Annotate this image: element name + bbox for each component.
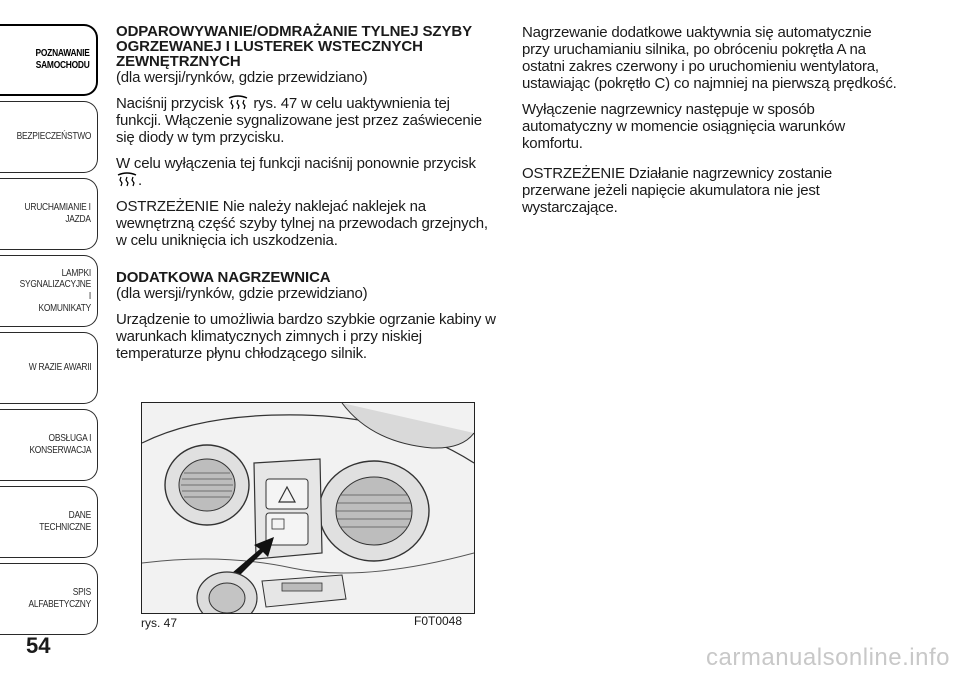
warning-paragraph: OSTRZEŻENIE Działanie nagrzewnicy zostanie przerwane jeżeli napięcie akumulatora nie jest wystarczające. bbox=[522, 165, 833, 216]
tab-dane-techniczne[interactable] bbox=[0, 486, 98, 558]
rear-defrost-icon bbox=[227, 95, 249, 110]
tab-obsluga[interactable] bbox=[0, 409, 98, 481]
figure-caption: rys. 47 bbox=[141, 616, 178, 630]
tab-uruchamianie-jazda[interactable] bbox=[0, 178, 98, 250]
dashboard-figure bbox=[141, 402, 475, 614]
paragraph bbox=[116, 95, 496, 146]
section-heading-heater: DODATKOWA NAGRZEWNICA bbox=[116, 269, 331, 286]
paragraph: Nagrzewanie dodatkowe uaktywnia się automatycznie przy uruchamianiu silnika, po obróceniu pokrętła A na ostatni zakres czerwony i po uruchomieniu wentylatora, ustawiając (pokrętło C) co najmniej na pierwszą prędkość. bbox=[522, 24, 897, 92]
warning-paragraph: OSTRZEŻENIE Nie należy naklejać naklejek na wewnętrzną część szyby tylnej na przewodach grzejnych, w celu uniknięcia ich uszkodzenia. bbox=[116, 198, 488, 249]
text: . bbox=[138, 172, 142, 189]
tab-label: BEZPIECZEŃSTWO bbox=[16, 130, 91, 143]
tab-label: OBSŁUGA I KONSERWACJA bbox=[29, 432, 91, 456]
figure-code: F0T0048 bbox=[414, 614, 463, 628]
text: rys. 47 w celu uaktywnienia tej funkcji. Włączenie sygnalizowane jest przez zaświecenie się diody w tym przycisku. bbox=[116, 95, 482, 146]
section-subtitle: (dla wersji/rynków, gdzie przewidziano) bbox=[116, 285, 368, 302]
paragraph: Wyłączenie nagrzewnicy następuje w sposób automatyczny w momencie osiągnięcia warunków komfortu. bbox=[522, 101, 846, 152]
rear-defrost-icon bbox=[116, 172, 138, 187]
section-subtitle: (dla wersji/rynków, gdzie przewidziano) bbox=[116, 69, 368, 86]
tab-label: URUCHAMIANIE I JAZDA bbox=[24, 201, 91, 225]
tab-w-razie-awarii[interactable] bbox=[0, 332, 98, 404]
dashboard-illustration bbox=[142, 403, 474, 613]
section-heading-defrost: ODPAROWYWANIE/ODMRAŻANIE TYLNEJ SZYBY OGRZEWANEJ I LUSTEREK WSTECZNYCH ZEWNĘTRZNYCH bbox=[116, 23, 472, 70]
paragraph: Urządzenie to umożliwia bardzo szybkie ogrzanie kabiny w warunkach klimatycznych zimnych i przy niskiej temperaturze płynu chłodzącego silnik. bbox=[116, 311, 496, 362]
text: Naciśnij przycisk bbox=[116, 95, 228, 112]
tab-label: SPIS ALFABETYCZNY bbox=[28, 586, 91, 610]
watermark: carmanualsonline.info bbox=[706, 644, 950, 671]
tab-label: DANE TECHNICZNE bbox=[39, 509, 91, 533]
tab-bezpieczenstwo[interactable] bbox=[0, 101, 98, 173]
page-number: 54 bbox=[26, 633, 51, 658]
text-column-right bbox=[522, 24, 902, 225]
paragraph bbox=[116, 155, 496, 189]
tab-poznawanie-samochodu[interactable] bbox=[0, 24, 98, 96]
tab-label: LAMPKI SYGNALIZACYJNE I KOMUNIKATY bbox=[19, 266, 91, 314]
text-column-left bbox=[116, 24, 496, 371]
tab-lampki[interactable] bbox=[0, 255, 98, 327]
tab-spis-alfabetyczny[interactable] bbox=[0, 563, 98, 635]
tab-label: W RAZIE AWARII bbox=[28, 361, 91, 374]
tab-label: POZNAWANIE SAMOCHODU bbox=[35, 47, 90, 71]
text: W celu wyłączenia tej funkcji naciśnij ponownie przycisk bbox=[116, 155, 476, 172]
